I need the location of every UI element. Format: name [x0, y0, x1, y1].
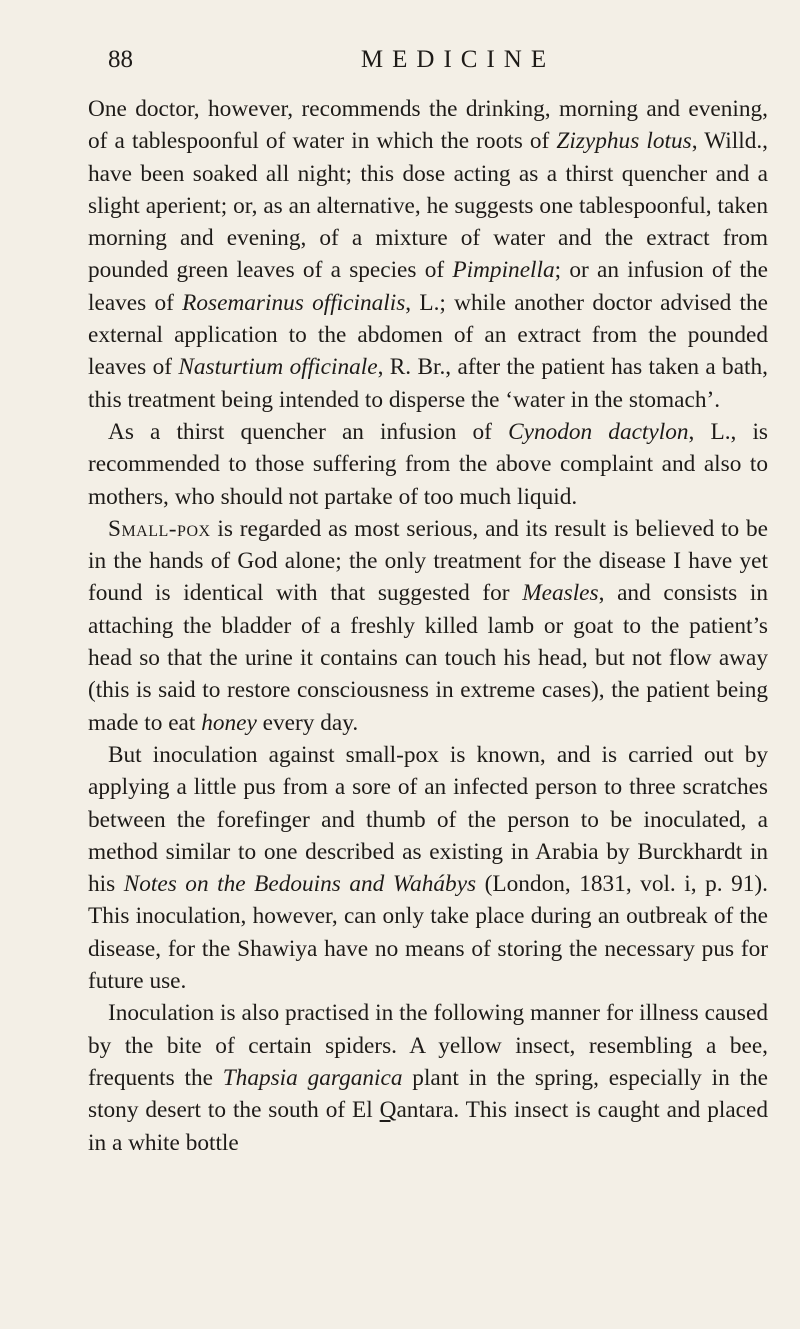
paragraph-5	[88, 997, 768, 1158]
page-number: 88	[108, 46, 133, 73]
running-head	[108, 40, 768, 80]
text-run: But inoculation against small-pox is known, and is carried out by applying a little pus from a sore of an infected person to three scratches between the forefinger and thumb of the person to be inoculated, a method similar to one described as existing in Arabia by Burckhardt in his	[88, 741, 768, 898]
text-run: Inoculation is also practised in the following manner for illness caused by the bite of certain spiders. A yellow insect, resembling a bee, frequents the	[88, 1000, 768, 1091]
text-run: plant in the spring, especially in the stony desert to the south of El	[88, 1064, 768, 1124]
species-name: Cynodon dactylon	[508, 418, 689, 445]
text-run: , L.; while another doctor advised the external application to the abdomen of an extract from the pounded leaves of	[88, 289, 768, 381]
species-name: Rosemarinus officinalis	[182, 289, 406, 316]
section-keyword: Small-pox	[108, 515, 211, 542]
species-name: Pimpinella	[452, 257, 555, 284]
body-text	[88, 93, 768, 1159]
running-title: MEDICINE	[360, 46, 556, 73]
text-run: ; or an infusion of the leaves of	[88, 257, 768, 316]
paragraph-4	[88, 739, 768, 997]
text-run: , R. Br., after the patient has taken a bath, this treatment being intended to disperse the ‘water in the stomach’.	[88, 354, 768, 413]
species-name: Nasturtium officinale	[178, 354, 378, 381]
paragraph-2	[88, 416, 768, 513]
paragraph-3	[88, 513, 768, 739]
disease-name: Measles	[522, 580, 599, 607]
text-run: One doctor, however, recommends the drinking, morning and evening, of a tablespoonful of water in which the roots of	[88, 96, 768, 155]
emphasis-word: honey	[201, 709, 257, 736]
text-run: antara. This insect is caught and placed in a white bottle	[88, 1097, 769, 1156]
text-run: , L., is recommended to those suffering from the above complaint and also to mothers, who should not partake of too much liquid.	[88, 418, 769, 510]
text-run: (London, 1831, vol. i, p. 91). This inoculation, however, can only take place during an outbreak of the disease, for the Shawiya have no means of storing the necessary pus for future use.	[88, 871, 768, 995]
book-title: Notes on the Bedouins and Wahábys	[123, 871, 477, 898]
text-run: is regarded as most serious, and its result is believed to be in the hands of God alone; the only treatment for the disease I have yet found is identical with that suggested for	[88, 515, 768, 607]
species-name: Zizyphus lotus	[556, 128, 692, 155]
text-run: As a thirst quencher an infusion of	[108, 418, 509, 445]
paragraph-1	[88, 93, 768, 416]
species-name: Thapsia garganica	[222, 1064, 403, 1091]
text-run: every day.	[256, 709, 359, 736]
text-run: , and consists in attaching the bladder of a freshly killed lamb or goat to the patient’s head so that the urine it contains can touch his head, but not flow away (this is said to restore consciousness in extreme cases), the patient being made to eat	[88, 580, 768, 736]
text-run: , Willd., have been soaked all night; this dose acting as a thirst quencher and a slight aperient; or, as an alternative, he suggests one tablespoonful, taken morning and evening, of a mixture of water and the extract from pounded green leaves of a species of	[88, 128, 768, 284]
underlined-letter: Q	[379, 1097, 397, 1124]
